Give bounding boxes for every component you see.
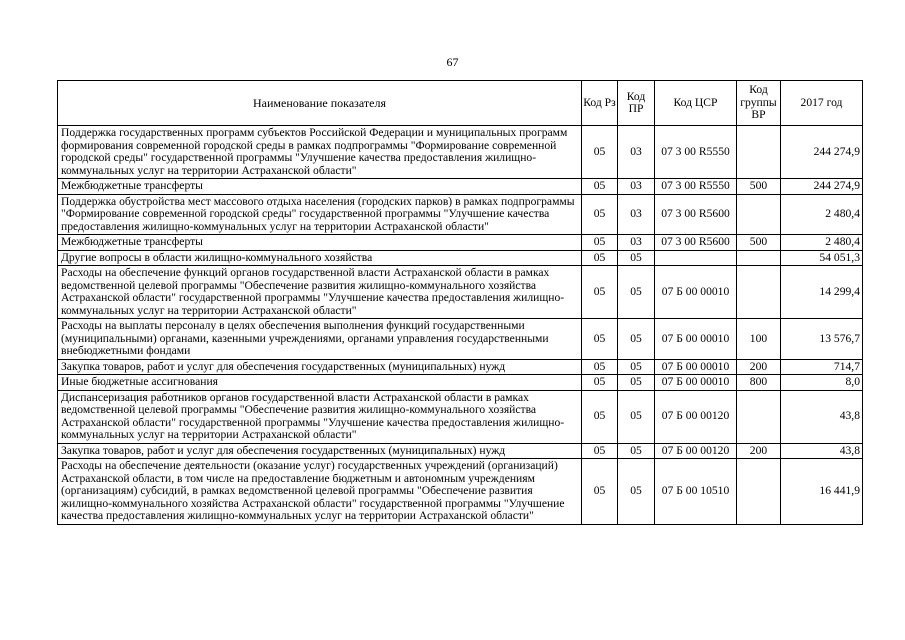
table-header-row (58, 81, 863, 126)
cell-rz: 05 (582, 266, 618, 319)
cell-rz: 05 (582, 179, 618, 195)
cell-vr: 100 (737, 319, 781, 360)
cell-pr: 05 (618, 319, 655, 360)
cell-csr: 07 Б 00 00010 (655, 319, 737, 360)
header-vr: Код группы ВР (737, 81, 781, 126)
cell-rz: 05 (582, 235, 618, 251)
header-rz: Код Рз (582, 81, 618, 126)
cell-vr (737, 459, 781, 525)
cell-name: Закупка товаров, работ и услуг для обеспечения государственных (муниципальных) нужд (58, 443, 582, 459)
table-row (58, 194, 863, 235)
cell-pr: 05 (618, 375, 655, 391)
cell-pr: 05 (618, 390, 655, 443)
table-row (58, 375, 863, 391)
header-csr: Код ЦСР (655, 81, 737, 126)
cell-csr: 07 Б 00 00010 (655, 375, 737, 391)
cell-rz: 05 (582, 194, 618, 235)
cell-name: Диспансеризация работников органов государственной власти Астраханской области в рамках ведомственной целевой программы "Обеспечение развития жилищно-коммунального хозяйства Астраханской области" государственной программы "Улучшение качества предоставления жилищно-коммунальных услуг на территории Астраханской области" (58, 390, 582, 443)
cell-name: Поддержка государственных программ субъектов Российской Федерации и муниципальных программ формирования современной городской среды в рамках подпрограммы "Формирование современной городской среды" государственной программы "Улучшение качества предоставления жилищно-коммунальных услуг на территории Астраханской области" (58, 126, 582, 179)
cell-name: Расходы на выплаты персоналу в целях обеспечения выполнения функций государственными (муниципальными) органами, казенными учреждениями, органами управления государственными внебюджетными фондами (58, 319, 582, 360)
cell-rz: 05 (582, 375, 618, 391)
cell-pr: 03 (618, 194, 655, 235)
cell-vr: 500 (737, 179, 781, 195)
cell-rz: 05 (582, 390, 618, 443)
cell-vr: 200 (737, 443, 781, 459)
cell-vr: 500 (737, 235, 781, 251)
cell-sum: 54 051,3 (781, 250, 863, 266)
cell-name: Другие вопросы в области жилищно-коммунального хозяйства (58, 250, 582, 266)
cell-sum: 244 274,9 (781, 126, 863, 179)
table-row (58, 266, 863, 319)
cell-vr (737, 194, 781, 235)
cell-csr: 07 3 00 R5550 (655, 179, 737, 195)
cell-sum: 14 299,4 (781, 266, 863, 319)
cell-sum: 714,7 (781, 359, 863, 375)
budget-table (57, 80, 863, 525)
cell-pr: 03 (618, 235, 655, 251)
cell-vr (737, 126, 781, 179)
cell-sum: 16 441,9 (781, 459, 863, 525)
cell-name: Расходы на обеспечение функций органов государственной власти Астраханской области в рамках ведомственной целевой программы "Обеспечение развития жилищно-коммунального хозяйства Астраханской области" государственной программы "Улучшение качества предоставления жилищно-коммунальных услуг на территории Астраханской области" (58, 266, 582, 319)
cell-pr: 05 (618, 359, 655, 375)
cell-csr: 07 Б 00 10510 (655, 459, 737, 525)
cell-vr: 800 (737, 375, 781, 391)
table-row (58, 443, 863, 459)
cell-pr: 05 (618, 266, 655, 319)
cell-sum: 43,8 (781, 443, 863, 459)
cell-pr: 05 (618, 443, 655, 459)
table-row (58, 179, 863, 195)
table-row (58, 250, 863, 266)
table-row (58, 390, 863, 443)
table-row (58, 235, 863, 251)
cell-rz: 05 (582, 443, 618, 459)
cell-rz: 05 (582, 250, 618, 266)
cell-rz: 05 (582, 126, 618, 179)
cell-name: Иные бюджетные ассигнования (58, 375, 582, 391)
header-year: 2017 год (781, 81, 863, 126)
cell-vr (737, 266, 781, 319)
header-pr: Код ПР (618, 81, 655, 126)
table-row (58, 459, 863, 525)
table-row (58, 126, 863, 179)
cell-csr: 07 3 00 R5600 (655, 194, 737, 235)
cell-csr: 07 Б 00 00010 (655, 266, 737, 319)
cell-name: Расходы на обеспечение деятельности (оказание услуг) государственных учреждений (организаций) Астраханской области, в том числе на предоставление бюджетным и автономным учреждениям (организациям) субсидий, в рамках ведомственной целевой программы "Обеспечение развития жилищно-коммунального хозяйства Астраханской области" государственной программы "Улучшение качества предоставления жилищно-коммунальных услуг на территории Астраханской области" (58, 459, 582, 525)
cell-csr: 07 3 00 R5600 (655, 235, 737, 251)
cell-csr: 07 Б 00 00120 (655, 390, 737, 443)
cell-sum: 13 576,7 (781, 319, 863, 360)
cell-vr: 200 (737, 359, 781, 375)
cell-csr: 07 3 00 R5550 (655, 126, 737, 179)
cell-sum: 2 480,4 (781, 235, 863, 251)
cell-rz: 05 (582, 319, 618, 360)
cell-sum: 2 480,4 (781, 194, 863, 235)
cell-name: Закупка товаров, работ и услуг для обеспечения государственных (муниципальных) нужд (58, 359, 582, 375)
cell-name: Межбюджетные трансферты (58, 179, 582, 195)
cell-rz: 05 (582, 459, 618, 525)
cell-name: Межбюджетные трансферты (58, 235, 582, 251)
cell-rz: 05 (582, 359, 618, 375)
cell-vr (737, 250, 781, 266)
cell-sum: 244 274,9 (781, 179, 863, 195)
cell-pr: 03 (618, 126, 655, 179)
cell-sum: 43,8 (781, 390, 863, 443)
header-name: Наименование показателя (58, 81, 582, 126)
cell-name: Поддержка обустройства мест массового отдыха населения (городских парков) в рамках подпрограммы "Формирование современной городской среды" государственной программы "Улучшение качества предоставления жилищно-коммунальных услуг на территории Астраханской области" (58, 194, 582, 235)
cell-pr: 05 (618, 459, 655, 525)
cell-pr: 03 (618, 179, 655, 195)
cell-pr: 05 (618, 250, 655, 266)
cell-vr (737, 390, 781, 443)
table-body (58, 126, 863, 525)
table-row (58, 359, 863, 375)
table-row (58, 319, 863, 360)
cell-csr (655, 250, 737, 266)
page-number: 67 (446, 55, 459, 69)
cell-csr: 07 Б 00 00010 (655, 359, 737, 375)
cell-sum: 8,0 (781, 375, 863, 391)
cell-csr: 07 Б 00 00120 (655, 443, 737, 459)
